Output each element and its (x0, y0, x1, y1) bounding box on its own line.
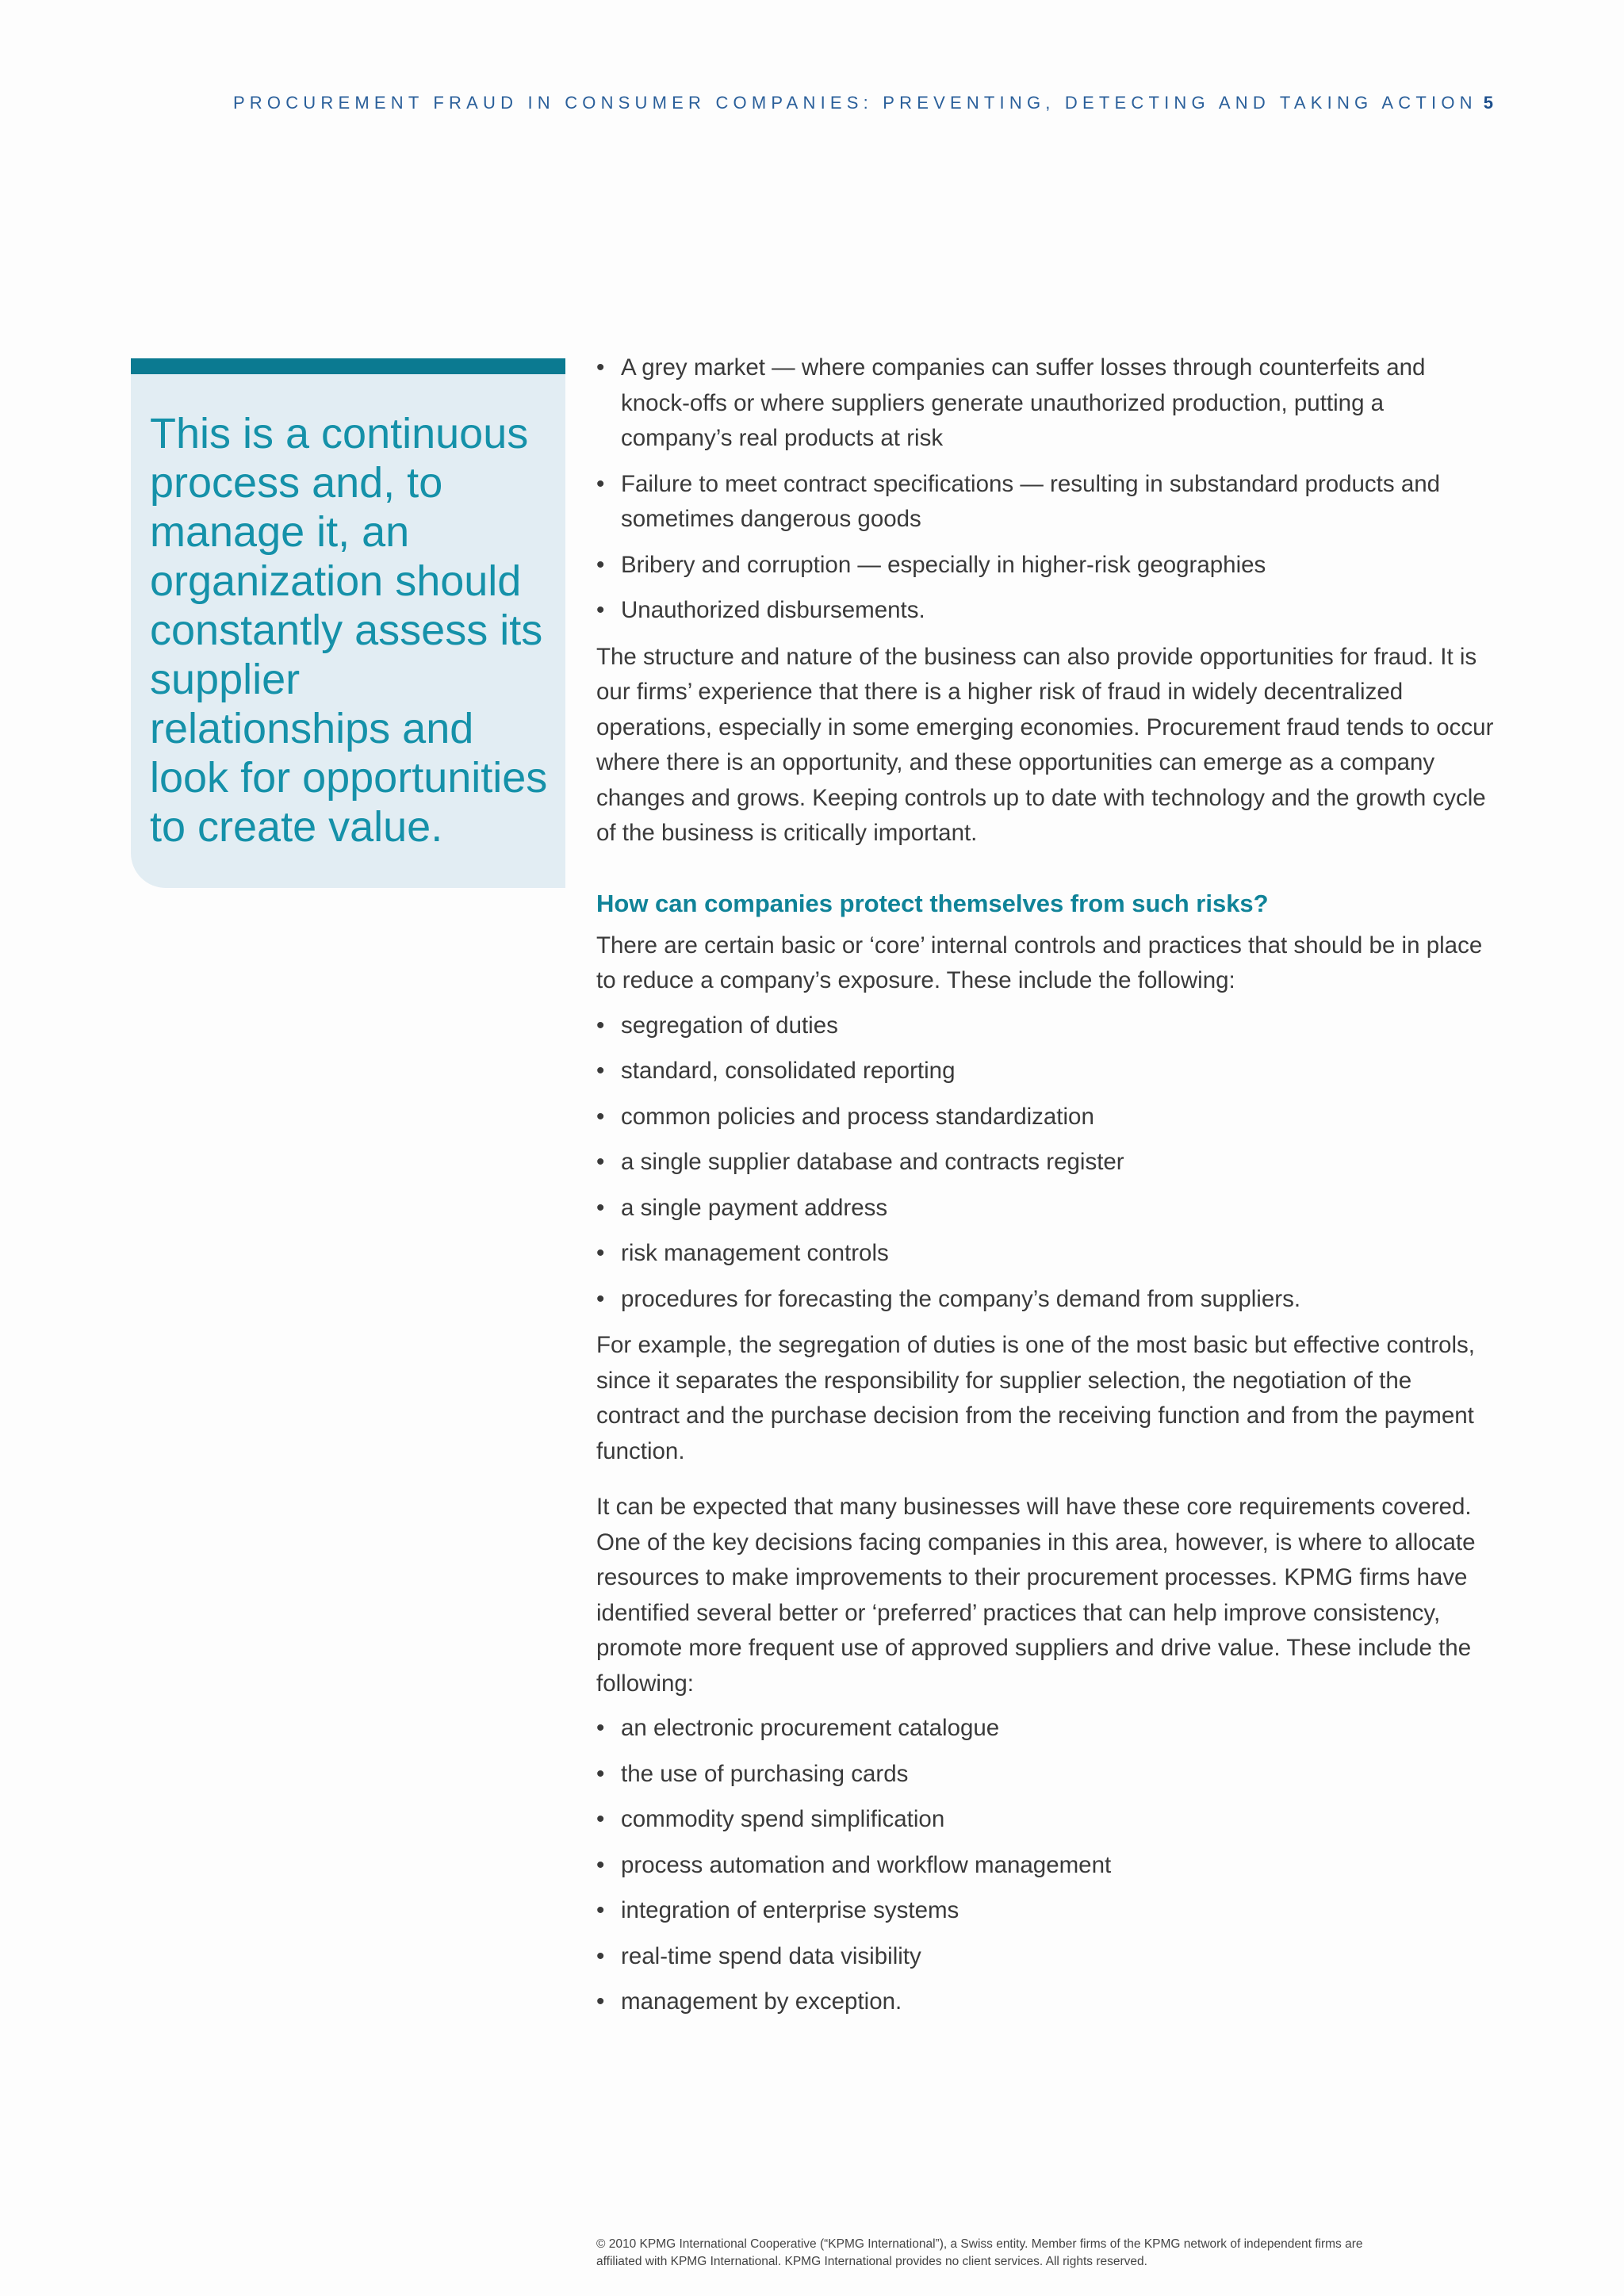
list-item: • A grey market — where companies can suffer losses through counterfeits and knock-offs or where suppliers generate unauthorized production, putting a company’s real products at risk (596, 350, 1494, 457)
list-item: • commodity spend simplification (596, 1802, 1494, 1838)
list-item: • process automation and workflow management (596, 1848, 1494, 1884)
copyright-footer (596, 2236, 1494, 2271)
list-item: • segregation of duties (596, 1008, 1494, 1044)
list-item: • Bribery and corruption — especially in higher-risk geographies (596, 548, 1494, 584)
list-item: • an electronic procurement catalogue (596, 1711, 1494, 1747)
list-item: • standard, consolidated reporting (596, 1054, 1494, 1089)
paragraph-preferred: It can be expected that many businesses will have these core requirements covered. One of the key decisions facing companies in this area, however, is where to allocate resources to make improvements to their procurement processes. KPMG firms have identified several better or ‘preferred’ practices that can help improve consistency, promote more frequent use of approved suppliers and drive value. These include the following: (596, 1494, 1476, 1697)
list-item: • Failure to meet contract specifications — resulting in substandard products and sometimes dangerous goods (596, 467, 1494, 538)
list-item: • common policies and process standardization (596, 1100, 1494, 1135)
list-item: • a single supplier database and contracts register (596, 1145, 1494, 1181)
page-number: 5 (1483, 93, 1493, 113)
list-item: • Unauthorized disbursements. (596, 593, 1494, 629)
pull-quote-box (131, 358, 565, 888)
list-item: • real-time spend data visibility (596, 1939, 1494, 1975)
paragraph-structure: The structure and nature of the business can also provide opportunities for fraud. It is our firms’ experience that there is a higher risk of fraud in widely decentralized operations, especially in some emerging economies. Procurement fraud tends to occur where there is an opportunity, and these opportunities can emerge as a company changes and grows. Keeping controls up to date with technology and the growth cycle of the business is critically important. (596, 643, 1494, 846)
running-header (233, 93, 1493, 113)
list-item: • risk management controls (596, 1236, 1494, 1272)
risk-list (596, 350, 1494, 629)
header-title: PROCUREMENT FRAUD IN CONSUMER COMPANIES: PREVENTING, DETECTING AND TAKING ACTION (232, 93, 1477, 113)
footer-line: © 2010 KPMG International Cooperative (“KPMG International”), a Swiss entity. Member firms of the KPMG network of independent firms are (596, 2237, 1363, 2251)
list-item: • integration of enterprise systems (596, 1893, 1494, 1929)
preferred-practices-list (596, 1711, 1494, 2020)
main-column (596, 350, 1494, 2030)
paragraph-example: For example, the segregation of duties is one of the most basic but effective controls, since it separates the responsibility for supplier selection, the negotiation of the contract and the purchase decision from the receiving function and from the payment function. (596, 1332, 1475, 1464)
list-item: • the use of purchasing cards (596, 1757, 1494, 1793)
core-controls-list (596, 1008, 1494, 1318)
paragraph-core: There are certain basic or ‘core’ internal controls and practices that should be in place to reduce a company’s exposure. These include the following: (596, 932, 1483, 993)
footer-line: affiliated with KPMG International. KPMG International provides no client services. All rights reserved. (596, 2255, 1147, 2268)
list-item: • a single payment address (596, 1191, 1494, 1226)
pull-quote-text: This is a continuous process and, to manage it, an organization should constantly assess its supplier relationships and look for opportunities to create value. (150, 410, 548, 851)
list-item: • procedures for forecasting the company’s demand from suppliers. (596, 1282, 1494, 1318)
section-heading: How can companies protect themselves from such risks? (596, 889, 1269, 917)
list-item: • management by exception. (596, 1984, 1494, 2020)
